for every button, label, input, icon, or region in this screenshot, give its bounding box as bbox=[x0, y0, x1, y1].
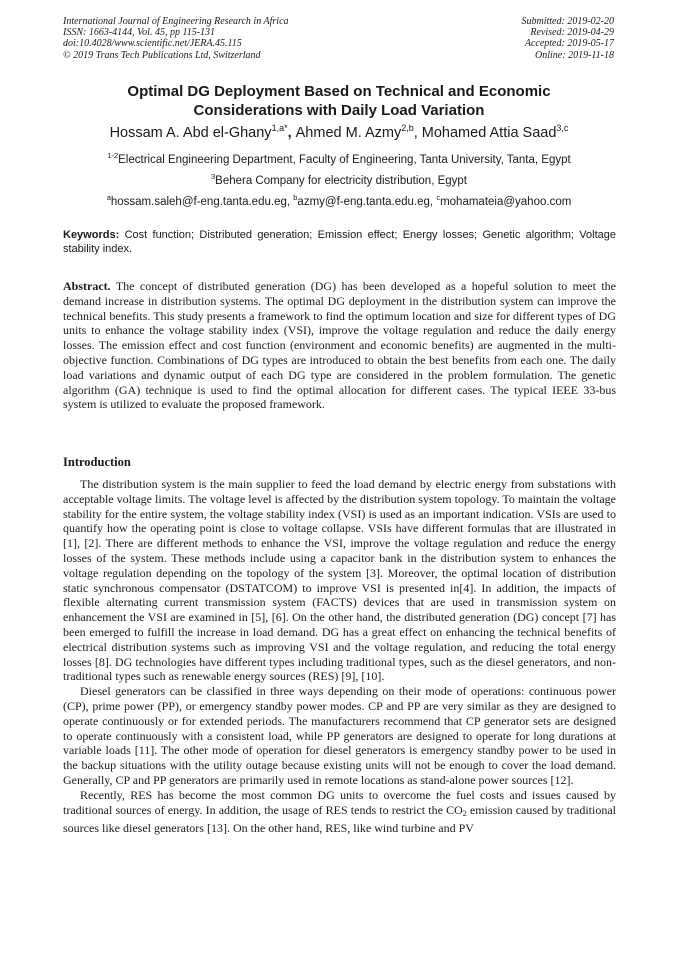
author-list bbox=[20, 123, 658, 141]
intro-paragraph-1: The distribution system is the main supplier to feed the load demand by electric energy from substations with acceptable voltage limits. The voltage level is affected by the distribution system topology. To maintain the voltage stability for the entire system, the voltage stability index (VSI) is used as an important indication. VSIs are used to quantify how the operating point is close to voltage collapse. VSIs have different formulas that are illustrated in [1], [2]. There are different methods to enhance the VSI, improve the voltage regulation and reduce the energy losses of the system. These methods include using a capacitor bank in the distribution system to enhances the voltage regulation depending on the topology of the system [3]. Moreover, the optimal location of distribution static synchronous compensator (DSTATCOM) to improve VSI is presented in[4]. In addition, the impacts of flexible alternating current transmission system (FACTS) devices that are used in transmission system on enhancement the VSI are examined in [5], [6]. On the other hand, the distributed generation (DG) concept [7] has been emerged to fulfill the increase in load demand. DG has a great effect on enhancing the technical benefits of electrical distribution systems such as improving VSI and the voltage regulation, and reducing the total energy losses [8]. DG technologies have different types including traditional types, such as the diesel generators, and non-traditional types such as renewable energy sources (RES) [9], [10]. bbox=[63, 477, 616, 684]
author-separator: , bbox=[287, 125, 296, 141]
journal-copyright: © 2019 Trans Tech Publications Ltd, Switzerland bbox=[63, 49, 261, 61]
affiliation-1 bbox=[20, 151, 658, 166]
journal-name: International Journal of Engineering Research in Africa bbox=[63, 16, 289, 27]
email-c[interactable]: mohamateia@yahoo.com bbox=[440, 196, 572, 208]
author-3-sup: 3,c bbox=[556, 123, 569, 133]
abstract-text: The concept of distributed generation (DG) has been developed as a hopeful solution to meet the demand increase in distribution systems. The optimal DG deployment in the distribution system can improve the technical benefits. This study presents a framework to find the optimum location and size for different types of DG units to enhance the voltage stability index (VSI), improve the voltage regulation and reduce the daily energy losses. The emission effect and cost function (environment and economic benefits) are augmented in the multi-objective function. Combinations of DG types are introduced to obtain the best benefits from each one. The daily load variations and dynamic output of each DG type are considered in the problem formulation. The genetic algorithm (GA) technique is used to find the optimal allocation for different cases. The typical IEEE 33-bus system is utilized to evaluate the proposed framework. bbox=[63, 279, 616, 412]
co2-subscript: 2 bbox=[462, 808, 467, 818]
affiliation-1-sup: 1-2 bbox=[107, 151, 119, 160]
title-line-1: Optimal DG Deployment Based on Technical and Economic bbox=[127, 83, 551, 100]
keywords-label: Keywords: bbox=[63, 229, 120, 241]
author-2-sup: 2,b bbox=[401, 123, 414, 133]
abstract-label: Abstract. bbox=[63, 279, 111, 293]
keywords bbox=[63, 228, 616, 256]
abstract bbox=[63, 279, 616, 412]
paper-title bbox=[40, 82, 638, 120]
author-1-sup: 1,a* bbox=[271, 123, 288, 133]
affiliation-2-sup: 3 bbox=[210, 172, 216, 181]
keywords-text: Cost function; Distributed generation; Emission effect; Energy losses; Genetic algorithm; Voltage stability index. bbox=[63, 229, 616, 255]
intro-paragraph-3-part-a: Recently, RES has become the most common DG units to overcome the fuel costs and issues caused by traditional sources of energy. In addition, the usage of RES tends to restrict the CO bbox=[63, 787, 616, 817]
journal-issn: ISSN: 1663-4144, Vol. 45, pp 115-131 bbox=[63, 27, 216, 39]
affiliation-2-text: Behera Company for electricity distribution, Egypt bbox=[215, 175, 467, 187]
date-online: Online: 2019-11-18 bbox=[535, 49, 614, 61]
author-separator: , bbox=[413, 125, 422, 141]
date-revised: Revised: 2019-04-29 bbox=[530, 27, 614, 39]
author-3: Mohamed Attia Saad bbox=[421, 125, 557, 141]
date-submitted: Submitted: 2019-02-20 bbox=[521, 16, 614, 27]
author-1: Hossam A. Abd el-Ghany bbox=[109, 125, 272, 141]
intro-paragraph-2: Diesel generators can be classified in three ways depending on their mode of operations: continuous power (CP), prime power (PP), or emergency standby power modes. CP and PP are very similar as they are designed to operate continuously or for extended periods. The manufacturers recommend that CP generator sets are designed to operate continuously with a consistent load, while PP generators are designed to operate for long durations at variable loads [11]. The other mode of operation for diesel generators is emergency standby power to be used in the backup situations with the utility outage because existing units will not be enough to cover the load demand. Generally, CP and PP generators are primarily used in remote locations as stand-alone power sources [12]. bbox=[63, 684, 616, 787]
section-heading-introduction: Introduction bbox=[63, 455, 131, 469]
email-a-sup: a bbox=[106, 193, 111, 202]
affiliation-1-text: Electrical Engineering Department, Faculty of Engineering, Tanta University, Tanta, Egypt bbox=[118, 154, 571, 166]
intro-paragraph-3 bbox=[63, 788, 616, 836]
date-accepted: Accepted: 2019-05-17 bbox=[524, 38, 614, 50]
email-b-sup: b bbox=[293, 193, 298, 202]
email-b[interactable]: azmy@f-eng.tanta.edu.eg, bbox=[297, 196, 437, 208]
journal-doi[interactable]: doi:10.4028/www.scientific.net/JERA.45.115 bbox=[63, 38, 242, 50]
affiliation-2 bbox=[20, 172, 658, 187]
email-a[interactable]: hossam.saleh@f-eng.tanta.edu.eg, bbox=[110, 196, 294, 208]
author-emails bbox=[20, 193, 658, 208]
email-c-sup: c bbox=[436, 193, 441, 202]
author-2: Ahmed M. Azmy bbox=[295, 125, 402, 141]
title-line-2: Considerations with Daily Load Variation bbox=[193, 102, 485, 119]
publication-dates bbox=[522, 16, 615, 61]
intro-paragraph-3-part-b: emission caused by traditional sources like diesel generators [13]. On the other hand, RES, like wind turbine and PV bbox=[63, 802, 617, 836]
journal-info bbox=[63, 16, 289, 61]
introduction-body bbox=[63, 477, 616, 836]
